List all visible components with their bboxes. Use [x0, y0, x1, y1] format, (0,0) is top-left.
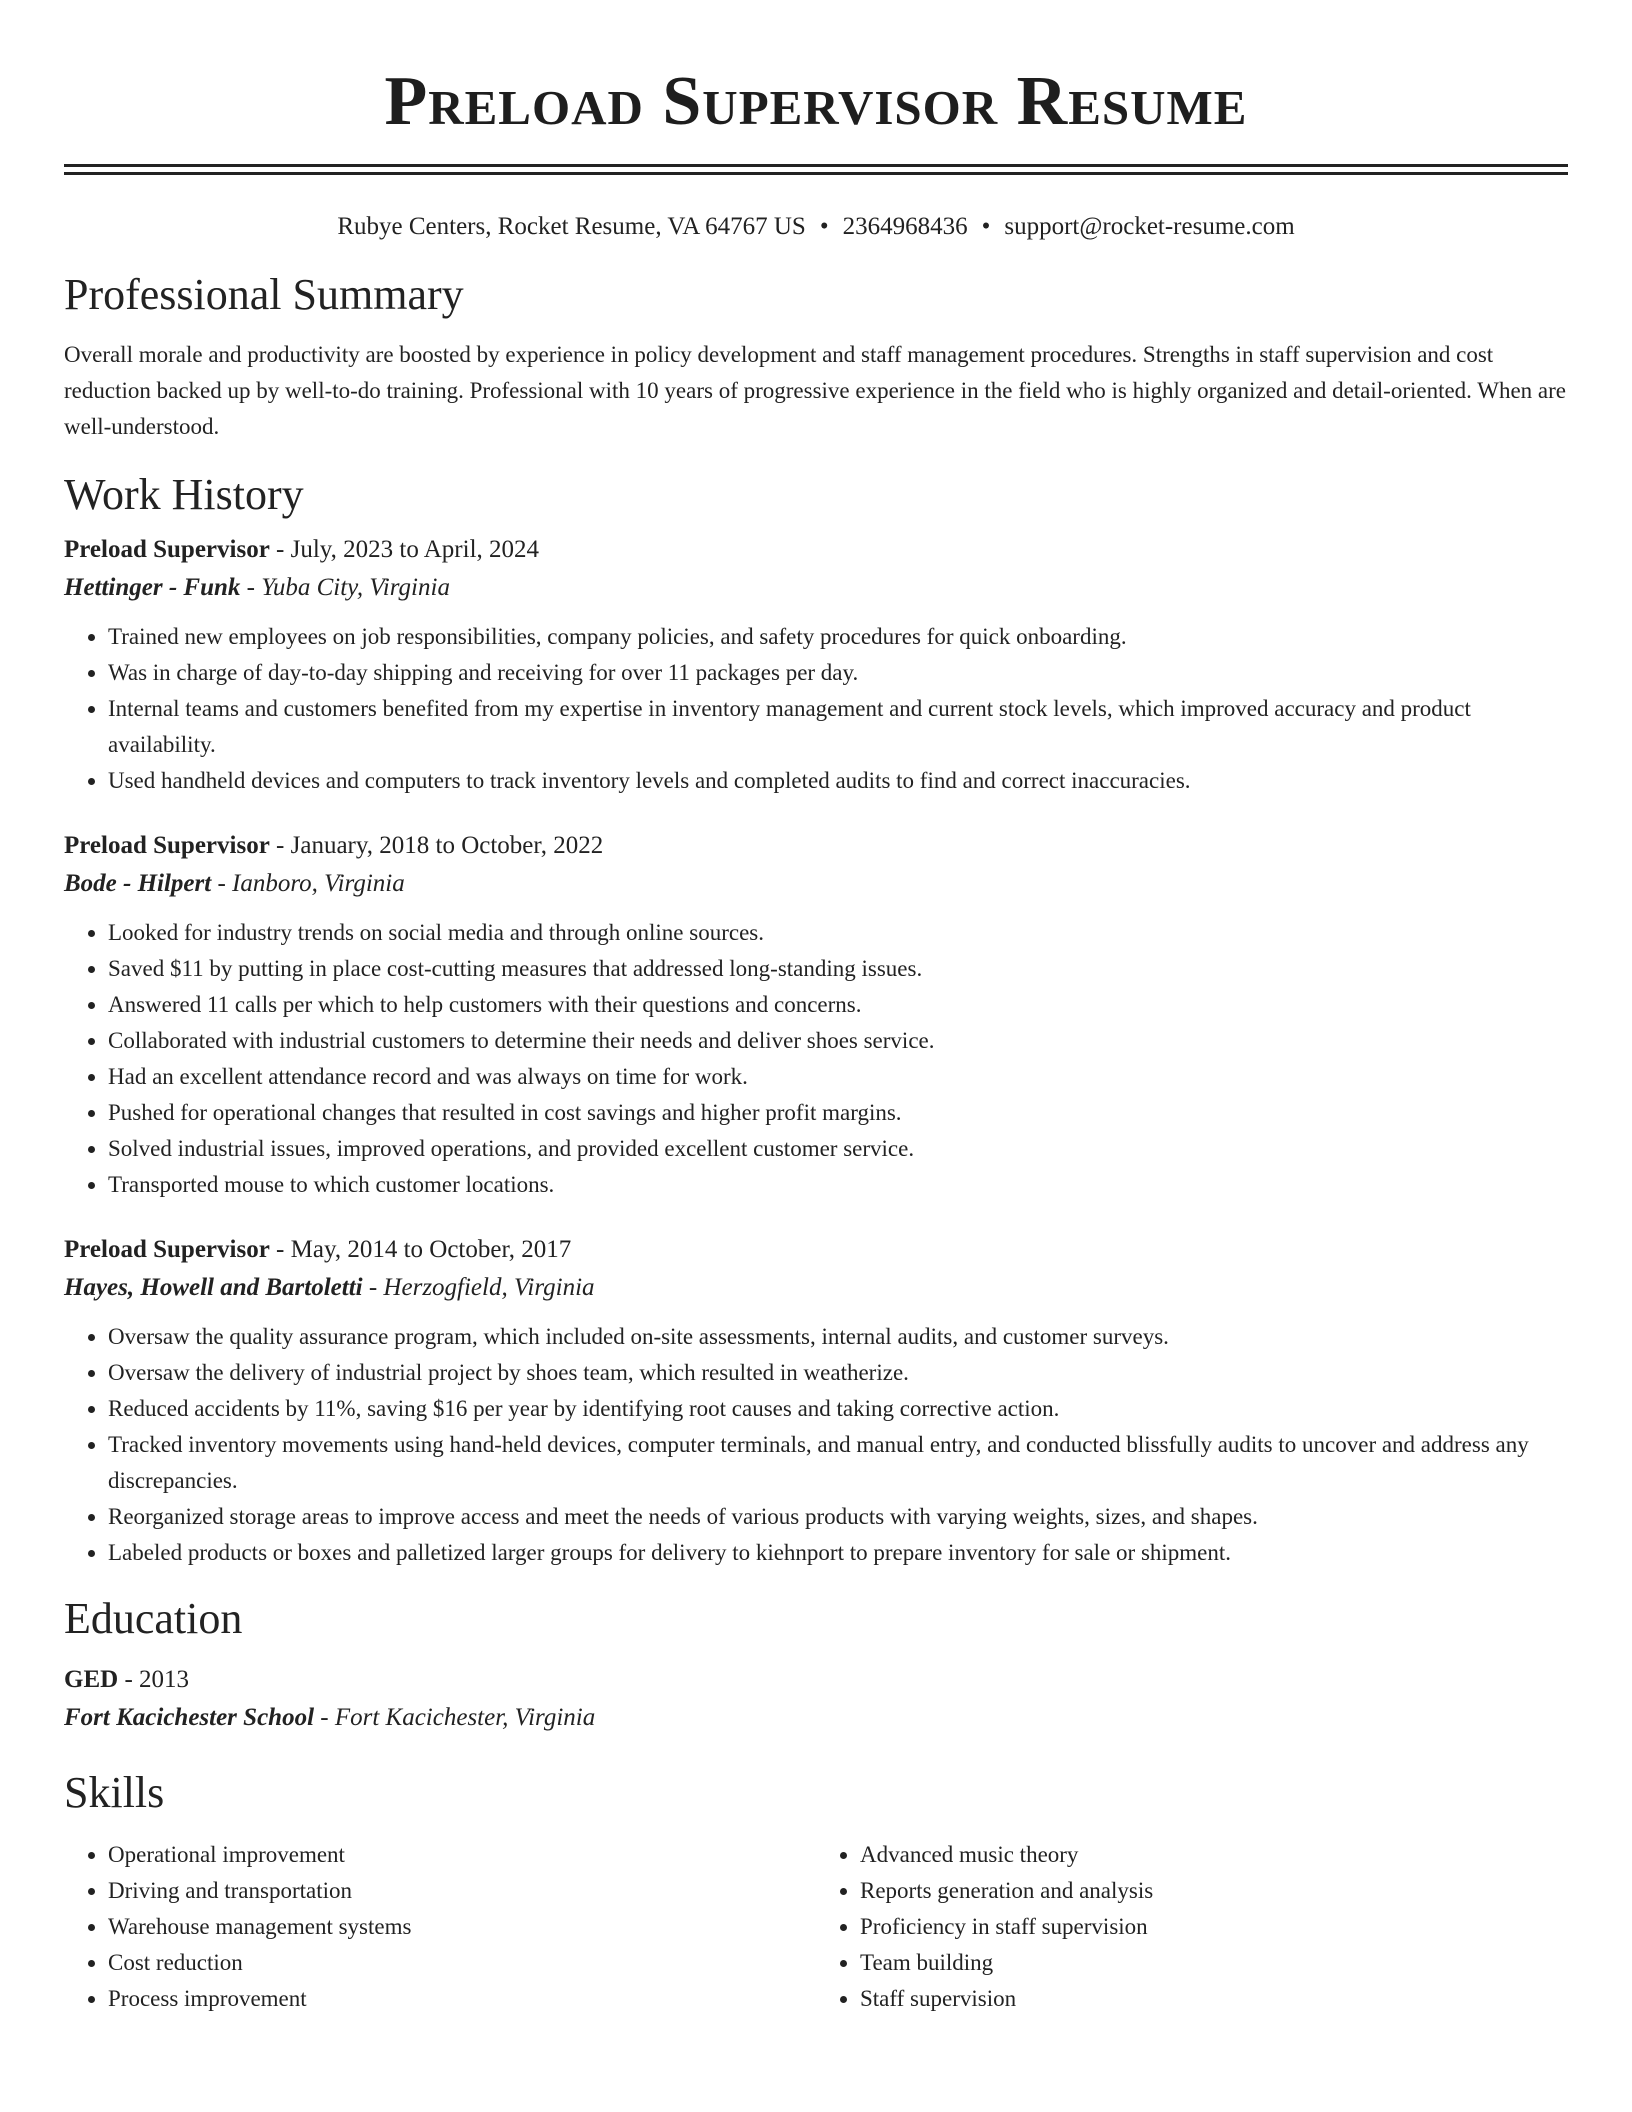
list-item: • Looked for industry trends on social media and through online sources. — [108, 915, 1568, 951]
skills-section — [64, 1765, 1568, 2017]
list-item: • Pushed for operational changes that resulted in cost savings and higher profit margins. — [108, 1095, 1568, 1131]
list-item: • Reduced accidents by 11%, saving $16 per year by identifying root causes and taking corrective action. — [108, 1391, 1568, 1427]
job-company: Hettinger - Funk — [64, 574, 241, 601]
skill-item: • Cost reduction — [108, 1945, 816, 1981]
list-item: • Was in charge of day-to-day shipping and receiving for over 11 packages per day. — [108, 655, 1568, 691]
skills-list-right — [816, 1837, 1568, 2017]
contact-address: Rubye Centers, Rocket Resume, VA 64767 US — [337, 213, 806, 240]
school-line — [64, 1699, 1568, 1737]
job-title-line — [64, 1231, 1568, 1269]
school-name: Fort Kacichester School — [64, 1704, 315, 1731]
job-entry — [64, 827, 1568, 1203]
resume-title: Preload Supervisor Resume — [384, 63, 1248, 140]
list-item: • Answered 11 calls per which to help customers with their questions and concerns. — [108, 987, 1568, 1023]
job-title: Preload Supervisor — [64, 536, 270, 563]
skill-item: • Advanced music theory — [860, 1837, 1568, 1873]
contact-line — [64, 211, 1568, 243]
job-company: Hayes, Howell and Bartoletti — [64, 1274, 363, 1301]
contact-separator: • — [819, 213, 829, 240]
list-item: • Trained new employees on job responsibilities, company policies, and safety procedures for quick onboarding. — [108, 619, 1568, 655]
education-section — [64, 1591, 1568, 1737]
list-item: • Reorganized storage areas to improve access and meet the needs of various products with varying weights, sizes, and shapes. — [108, 1499, 1568, 1535]
job-title: Preload Supervisor — [64, 1236, 270, 1263]
skill-item: • Team building — [860, 1945, 1568, 1981]
contact-email[interactable]: support@rocket-resume.com — [1004, 213, 1295, 240]
job-dates: - January, 2018 to October, 2022 — [269, 832, 604, 859]
summary-text: Overall morale and productivity are boosted by experience in policy development and staff management procedures. Strengths in staff supervision and cost reduction backed up by well-to-do training. Professional with 10 years of progressive experience in the field who is highly organized and detail-oriented. When are well-understood. — [64, 342, 1566, 439]
work-history-section — [64, 467, 1568, 1571]
contact-phone: 2364968436 — [842, 213, 968, 240]
contact-separator: • — [981, 213, 991, 240]
job-title-line — [64, 827, 1568, 865]
job-dates: - July, 2023 to April, 2024 — [269, 536, 540, 563]
job-company-line — [64, 569, 1568, 607]
job-title: Preload Supervisor — [64, 832, 270, 859]
summary-section — [64, 267, 1568, 445]
job-entry — [64, 531, 1568, 799]
job-entry — [64, 1231, 1568, 1571]
list-item: • Saved $11 by putting in place cost-cutting measures that addressed long-standing issues. — [108, 951, 1568, 987]
list-item: • Collaborated with industrial customers to determine their needs and deliver shoes service. — [108, 1023, 1568, 1059]
work-history-heading: Work History — [64, 470, 304, 519]
list-item: • Used handheld devices and computers to track inventory levels and completed audits to find and correct inaccuracies. — [108, 763, 1568, 799]
skill-item: • Driving and transportation — [108, 1873, 816, 1909]
list-item: • Internal teams and customers benefited from my expertise in inventory management and current stock levels, which improved accuracy and product availability. — [108, 691, 1568, 763]
degree-year: - 2013 — [118, 1666, 190, 1693]
list-item: • Labeled products or boxes and palletized larger groups for delivery to kiehnport to prepare inventory for sale or shipment. — [108, 1535, 1568, 1571]
school-location: - Fort Kacichester, Virginia — [314, 1704, 596, 1731]
list-item: • Transported mouse to which customer locations. — [108, 1167, 1568, 1203]
degree: GED — [64, 1666, 119, 1693]
skill-item: • Warehouse management systems — [108, 1909, 816, 1945]
job-dates: - May, 2014 to October, 2017 — [269, 1236, 572, 1263]
summary-heading: Professional Summary — [64, 270, 464, 319]
education-heading: Education — [64, 1594, 243, 1643]
skill-item: • Staff supervision — [860, 1981, 1568, 2017]
job-title-line — [64, 531, 1568, 569]
title-divider — [64, 164, 1568, 175]
list-item: • Had an excellent attendance record and was always on time for work. — [108, 1059, 1568, 1095]
list-item: • Oversaw the delivery of industrial project by shoes team, which resulted in weatherize. — [108, 1355, 1568, 1391]
job-location: - Herzogfield, Virginia — [362, 1274, 595, 1301]
job-bullets — [64, 915, 1568, 1203]
list-item: • Tracked inventory movements using hand-held devices, computer terminals, and manual entry, and conducted blissfully audits to uncover and address any discrepancies. — [108, 1427, 1568, 1499]
skill-item: • Proficiency in staff supervision — [860, 1909, 1568, 1945]
list-item: • Oversaw the quality assurance program, which included on-site assessments, internal audits, and customer surveys. — [108, 1319, 1568, 1355]
job-company: Bode - Hilpert — [64, 870, 212, 897]
job-company-line — [64, 1269, 1568, 1307]
skills-heading: Skills — [64, 1768, 165, 1817]
education-entry — [64, 1661, 1568, 1737]
job-company-line — [64, 865, 1568, 903]
job-bullets — [64, 1319, 1568, 1571]
degree-line — [64, 1661, 1568, 1699]
skill-item: • Operational improvement — [108, 1837, 816, 1873]
job-bullets — [64, 619, 1568, 799]
skills-columns — [64, 1837, 1568, 2017]
skill-item: • Process improvement — [108, 1981, 816, 2017]
job-location: - Yuba City, Virginia — [240, 574, 450, 601]
job-location: - Ianboro, Virginia — [211, 870, 405, 897]
list-item: • Solved industrial issues, improved operations, and provided excellent customer service. — [108, 1131, 1568, 1167]
skill-item: • Reports generation and analysis — [860, 1873, 1568, 1909]
skills-list-left — [64, 1837, 816, 2017]
